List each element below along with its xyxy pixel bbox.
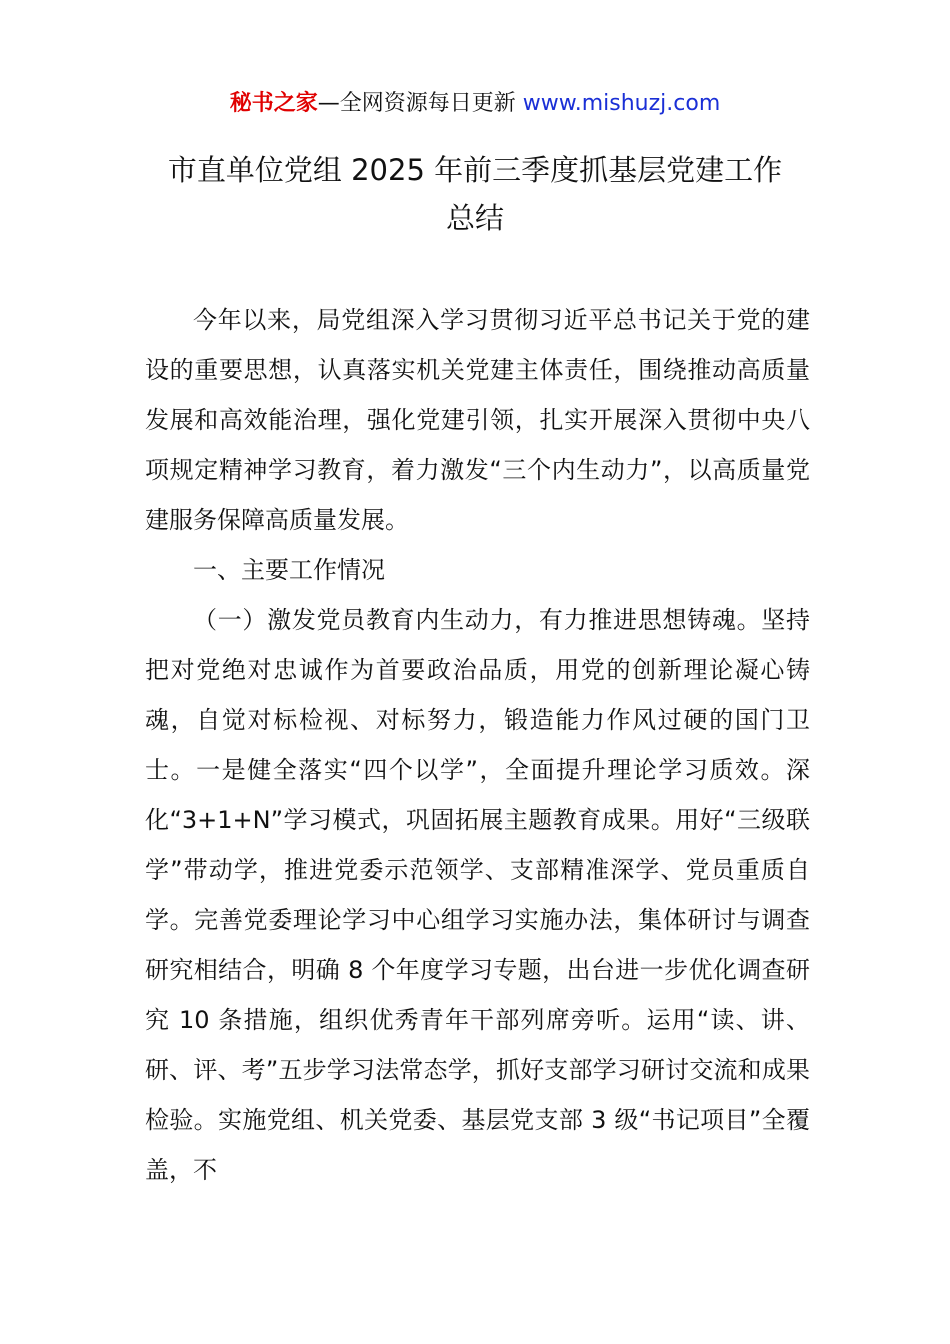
site-header	[0, 88, 950, 120]
document-body	[145, 295, 810, 1195]
intro-paragraph: 今年以来，局党组深入学习贯彻习近平总书记关于党的建设的重要思想，认真落实机关党建主体责任，围绕推动高质量发展和高效能治理，强化党建引领，扎实开展深入贯彻中央八项规定精神学习教育，着力激发“三个内生动力”，以高质量党建服务保障高质量发展。	[145, 306, 810, 534]
subsection-paragraph: （一）激发党员教育内生动力，有力推进思想铸魂。坚持把对党绝对忠诚作为首要政治品质，用党的创新理论凝心铸魂，自觉对标检视、对标努力，锻造能力作风过硬的国门卫士。一是健全落实“四个以学”，全面提升理论学习质效。深化“3+1+N”学习模式，巩固拓展主题教育成果。用好“三级联学”带动学，推进党委示范领学、支部精准深学、党员重质自学。完善党委理论学习中心组学习实施办法，集体研讨与调查研究相结合，明确 8 个年度学习专题，出台进一步优化调查研究 10 条措施，组织优秀青年干部列席旁听。运用“读、讲、研、评、考”五步学习法常态学，抓好支部学习研讨交流和成果检验。实施党组、机关党委、基层党支部 3 级“书记项目”全覆盖，不	[145, 606, 810, 1184]
site-tagline: —全网资源每日更新	[317, 91, 523, 116]
site-brand: 秘书之家	[229, 91, 318, 116]
section-heading: 一、主要工作情况	[193, 556, 385, 584]
document-title-line-2: 总结	[445, 201, 504, 235]
site-url-link[interactable]: www.mishuzj.com	[522, 91, 721, 116]
document-title	[100, 146, 850, 242]
document-title-line-1: 市直单位党组 2025 年前三季度抓基层党建工作	[167, 153, 783, 187]
